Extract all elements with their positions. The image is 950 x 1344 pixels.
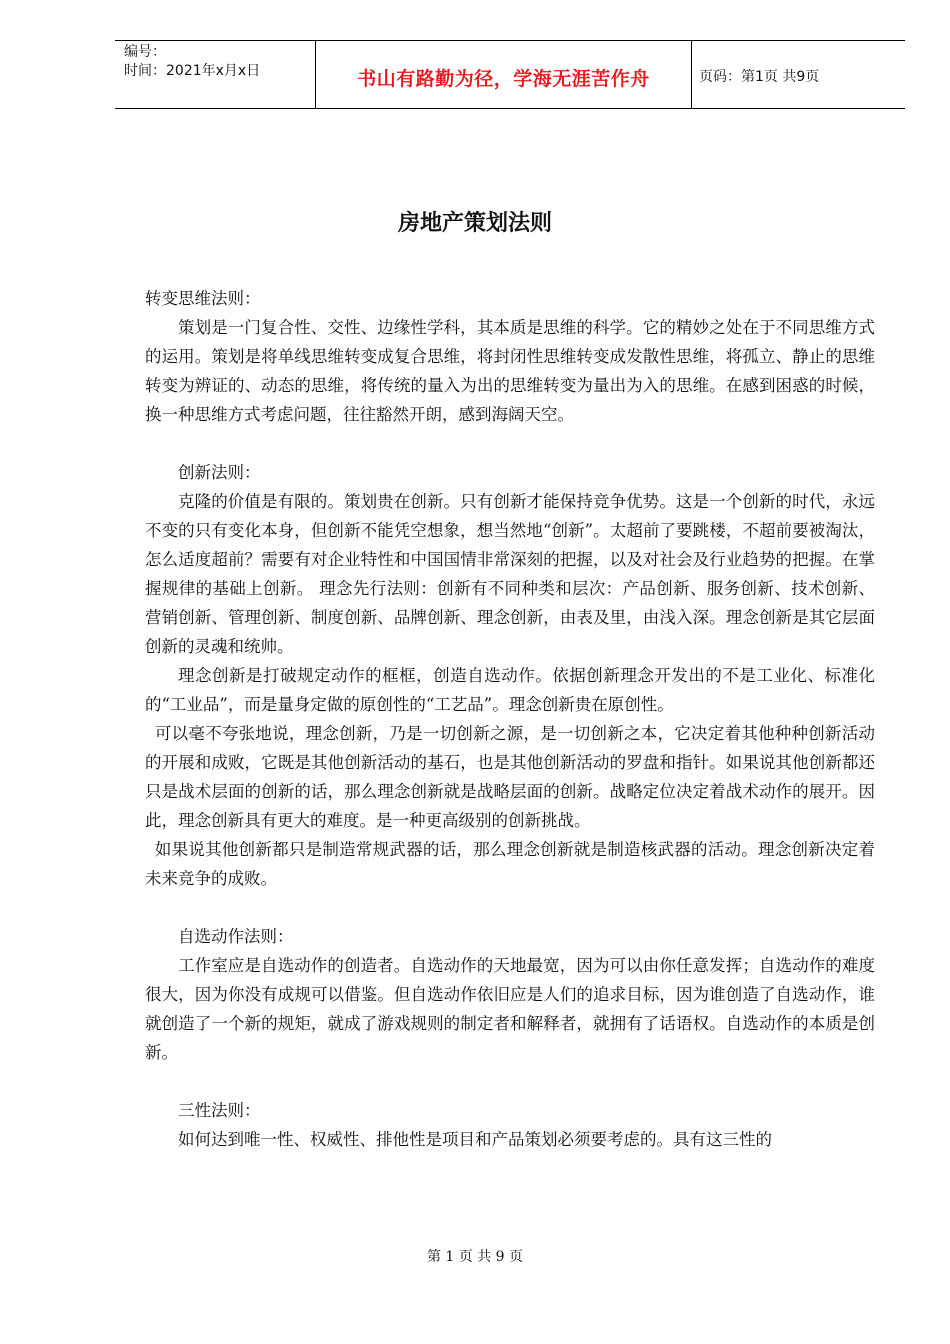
- document-body: [145, 284, 875, 1154]
- header-page-cell: [691, 41, 905, 108]
- paragraph: 转变思维法则：: [145, 289, 261, 308]
- page-info: 页码：第1页 共9页: [699, 69, 820, 85]
- paragraph: 可以毫不夸张地说，理念创新，乃是一切创新之源，是一切创新之本，它决定着其他种种创新活动的开展和成败，它既是其他创新活动的基石，也是其他创新活动的罗盘和指针。如果说其他创新都还只是战术层面的创新的话，那么理念创新就是战略层面的创新。战略定位决定着战术动作的展开。因此，理念创新具有更大的难度。是一种更高级别的创新挑战。: [145, 724, 875, 830]
- header-table: [115, 40, 905, 109]
- paragraph: 工作室应是自选动作的创造者。自选动作的天地最宽，因为可以由你任意发挥；自选动作的难度很大，因为你没有成规可以借鉴。但自选动作依旧应是人们的追求目标，因为谁创造了自选动作，谁就创造了一个新的规矩，就成了游戏规则的制定者和解释者，就拥有了话语权。自选动作的本质是创新。: [145, 956, 875, 1062]
- time-label: 时间：2021年x月x日: [124, 63, 261, 79]
- paragraph: 三性法则：: [178, 1101, 261, 1120]
- paragraph: 克隆的价值是有限的。策划贵在创新。只有创新才能保持竞争优势。这是一个创新的时代，永远不变的只有变化本身，但创新不能凭空想象，想当然地“创新”。太超前了要跳楼，不超前要被淘汰，怎么适度超前？需要有对企业特性和中国国情非常深刻的把握，以及对社会及行业趋势的把握。在掌握规律的基础上创新。 理念先行法则：创新有不同种类和层次：产品创新、服务创新、技术创新、营销创新、管理创新、制度创新、品牌创新、理念创新，由表及里，由浅入深。理念创新是其它层面创新的灵魂和统帅。: [145, 492, 875, 656]
- paragraph: 如果说其他创新都只是制造常规武器的话，那么理念创新就是制造核武器的活动。理念创新决定着未来竞争的成败。: [145, 840, 875, 888]
- paragraph: 理念创新是打破规定动作的框框，创造自选动作。依据创新理念开发出的不是工业化、标准化的“工业品”，而是量身定做的原创性的“工艺品”。理念创新贵在原创性。: [145, 666, 875, 714]
- paragraph-gap: [145, 1067, 875, 1096]
- serial-label: 编号：: [124, 44, 166, 60]
- page-footer: 第 1 页 共 9 页: [426, 1249, 524, 1265]
- paragraph: 策划是一门复合性、交性、边缘性学科，其本质是思维的科学。它的精妙之处在于不同思维方式的运用。策划是将单线思维转变成复合思维，将封闭性思维转变成发散性思维，将孤立、静止的思维转变为辨证的、动态的思维，将传统的量入为出的思维转变为量出为入的思维。在感到困惑的时候，换一种思维方式考虑问题，往往豁然开朗，感到海阔天空。: [145, 318, 875, 424]
- header-motto-cell: [315, 41, 692, 108]
- motto-text: 书山有路勤为径，学海无涯苦作舟: [357, 68, 650, 90]
- paragraph: 创新法则：: [178, 463, 261, 482]
- paragraph: 自选动作法则：: [178, 927, 294, 946]
- paragraph: 如何达到唯一性、权威性、排他性是项目和产品策划必须要考虑的。具有这三性的: [178, 1130, 772, 1149]
- paragraph-gap: [145, 429, 875, 458]
- header-meta-cell: [115, 41, 315, 108]
- document-title: 房地产策划法则: [397, 211, 552, 236]
- paragraph-gap: [145, 893, 875, 922]
